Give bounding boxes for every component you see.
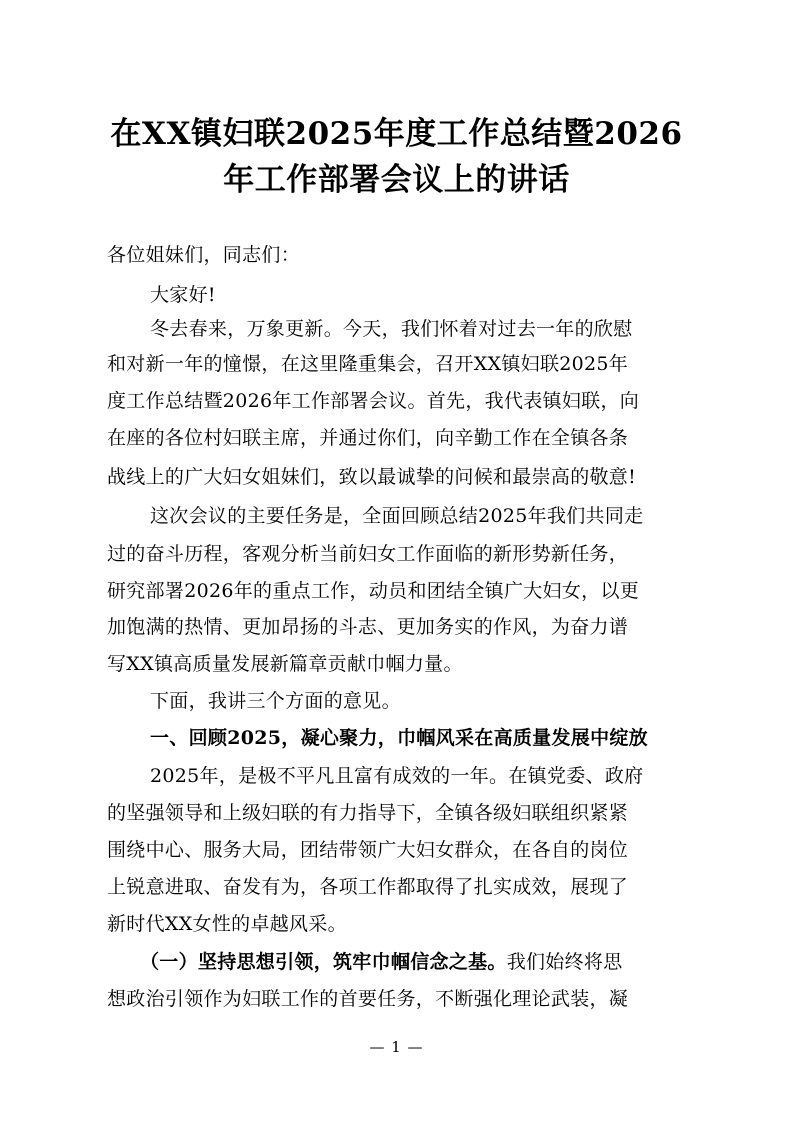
paragraph-line: 过的奋斗历程，客观分析当前妇女工作面临的新形势新任务，	[107, 543, 629, 565]
salutation: 各位姐妹们，同志们：	[107, 244, 301, 266]
section-heading: 一、回顾2025，凝心聚力，巾帼风采在高质量发展中绽放	[150, 727, 648, 749]
paragraph-line: 和对新一年的憧憬，在这里隆重集会，召开XX镇妇联2025年	[107, 353, 629, 375]
paragraph-line: 这次会议的主要任务是，全面回顾总结2025年我们共同走	[150, 505, 644, 527]
paragraph-line: 2025年，是极不平凡且富有成效的一年。在镇党委、政府	[150, 765, 644, 787]
paragraph-line: 上锐意进取、奋发有为，各项工作都取得了扎实成效，展现了	[107, 876, 629, 898]
page-number: — 1 —	[369, 1038, 424, 1056]
paragraph-line: 加饱满的热情、更加昂扬的斗志、更加务实的作风，为奋力谱	[107, 616, 629, 638]
paragraph-text: 我们始终将思	[506, 951, 623, 973]
paragraph-line: 的坚强领导和上级妇联的有力指导下，全镇各级妇联组织紧紧	[107, 802, 629, 824]
paragraph-line	[140, 951, 687, 973]
greeting: 大家好!	[150, 284, 216, 306]
paragraph-line: 研究部署2026年的重点工作，动员和团结全镇广大妇女，以更	[107, 580, 640, 602]
paragraph-line: 新时代XX女性的卓越风采。	[107, 913, 347, 935]
subsection-lead: （一）坚持思想引领，筑牢巾帼信念之基。	[140, 951, 507, 973]
paragraph-line: 下面，我讲三个方面的意见。	[150, 690, 401, 712]
paragraph-line: 在座的各位村妇联主席，并通过你们，向辛勤工作在全镇各条	[107, 427, 629, 449]
paragraph-line: 度工作总结暨2026年工作部署会议。首先，我代表镇妇联，向	[107, 390, 640, 412]
paragraph-line: 围绕中心、服务大局，团结带领广大妇女群众，在各自的岗位	[107, 839, 629, 861]
title-line-2: 年工作部署会议上的讲话	[223, 162, 570, 198]
paragraph-line: 战线上的广大妇女姐妹们，致以最诚挚的问候和最崇高的敬意!	[107, 466, 637, 488]
paragraph-line: 想政治引领作为妇联工作的首要任务，不断强化理论武装，凝	[107, 988, 629, 1010]
paragraph-line: 写XX镇高质量发展新篇章贡献巾帼力量。	[107, 653, 463, 675]
title-line-1: 在XX镇妇联2025年度工作总结暨2026	[110, 116, 683, 152]
paragraph-line: 冬去春来，万象更新。今天，我们怀着对过去一年的欣慰	[150, 318, 633, 340]
page-title	[60, 111, 733, 203]
